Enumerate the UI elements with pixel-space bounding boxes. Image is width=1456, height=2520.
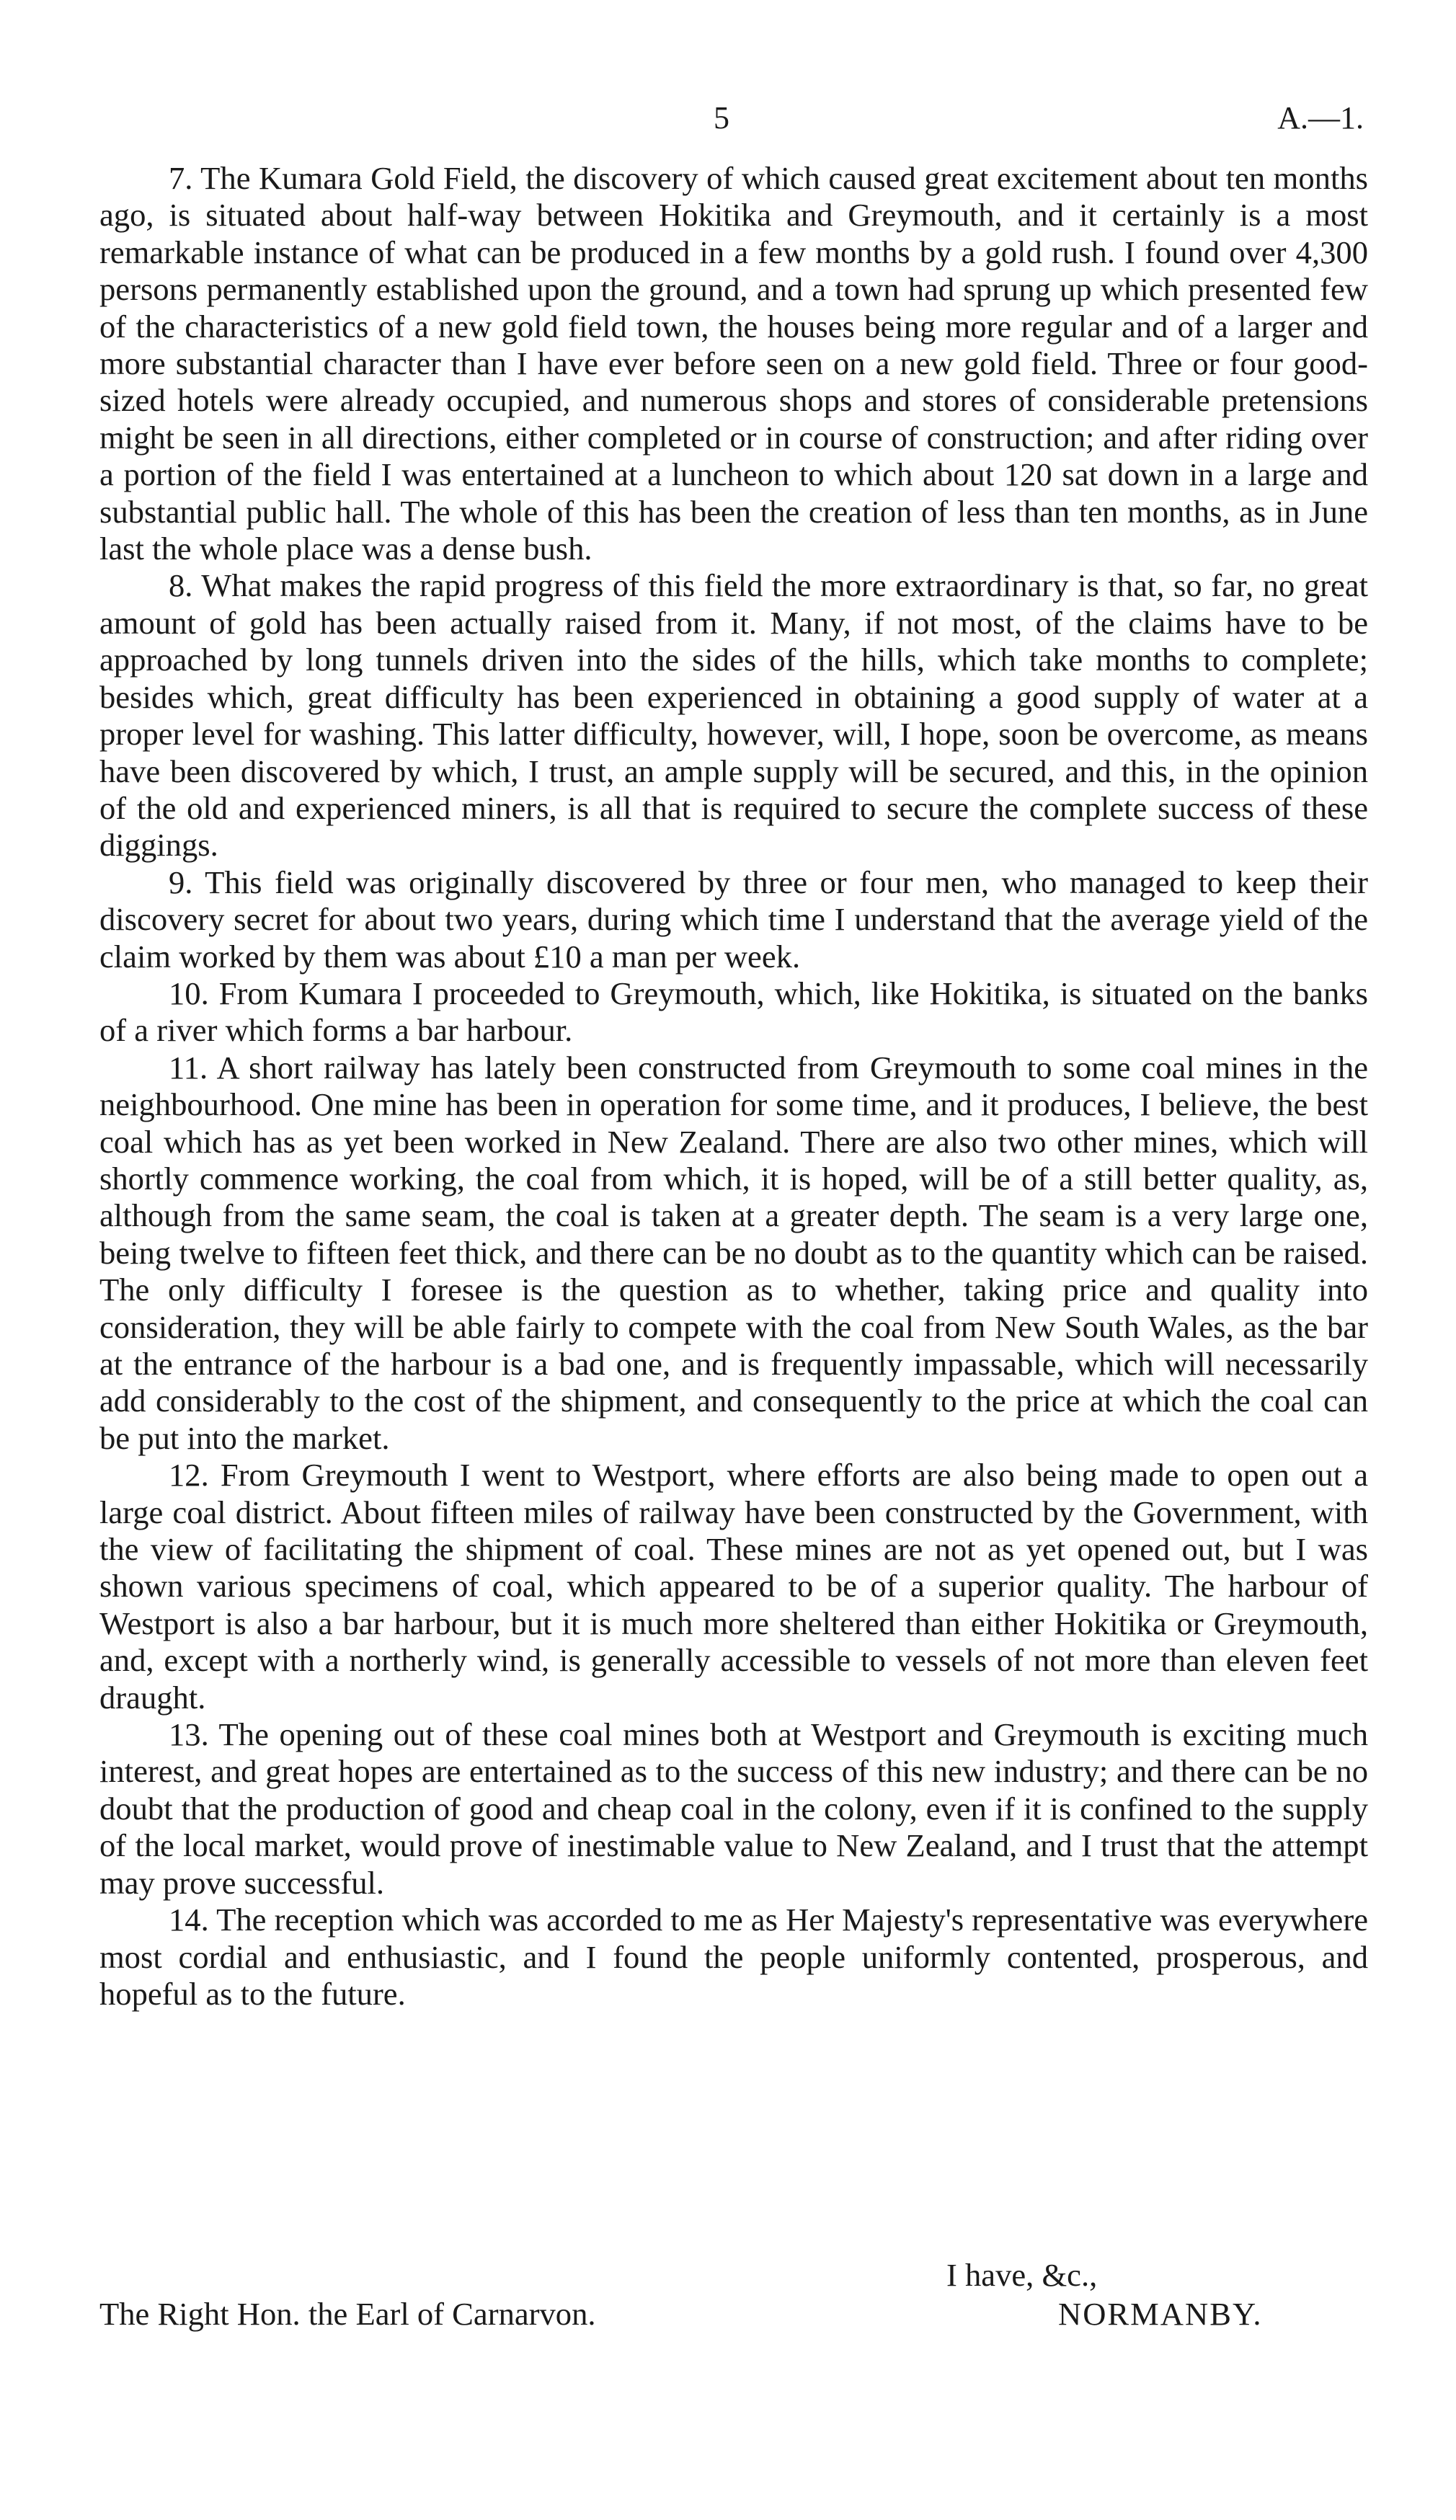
valediction: I have, &c.,	[946, 2257, 1098, 2293]
paragraph-12: 12. From Greymouth I went to Westport, where efforts are also being made to open out a large coal district. About fifteen miles of railway have been constructed by the Government, with the view of facilitating the shipment of coal. These mines are not as yet opened out, but I was shown various specimens of coal, which appeared to be of a superior quality. The harbour of Westport is also a bar harbour, but it is much more sheltered than either Hokitika or Greymouth, and, except with a northerly wind, is generally accessible to vessels of not more than eleven feet draught.	[99, 1457, 1368, 1716]
paragraph-13: 13. The opening out of these coal mines both at Westport and Greymouth is exciting much interest, and great hopes are entertained as to the success of this new industry; and there can be no doubt that the production of good and cheap coal in the colony, even if it is confined to the supply of the local market, would prove of inestimable value to New Zealand, and I trust that the attempt may prove successful.	[99, 1716, 1368, 1901]
page-number: 5	[714, 100, 729, 136]
letter-closing	[99, 2256, 1368, 2343]
document-reference: A.—1.	[1277, 100, 1364, 136]
paragraph-10: 10. From Kumara I proceeded to Greymouth, which, like Hokitika, is situated on the banks of a river which forms a bar harbour.	[99, 975, 1368, 1049]
paragraph-7: 7. The Kumara Gold Field, the discovery of which caused great excitement about ten months ago, is situated about half-way between Hokitika and Greymouth, and it certainly is a most remarkable instance of what can be produced in a few months by a gold rush. I found over 4,300 persons permanently established upon the ground, and a town had sprung up which presented few of the characteristics of a new gold field town, the houses being more regular and of a larger and more substantial character than I have ever before seen on a new gold field. Three or four good-sized hotels were already occupied, and numerous shops and stores of considerable pretensions might be seen in all directions, either completed or in course of construction; and after riding over a portion of the field I was entertained at a luncheon to which about 120 sat down in a large and substantial public hall. The whole of this has been the creation of less than ten months, as in June last the whole place was a dense bush.	[99, 160, 1368, 567]
paragraph-14: 14. The reception which was accorded to me as Her Majesty's representative was everywhere most cordial and enthusiastic, and I found the people uniformly contented, prosperous, and hopeful as to the future.	[99, 1902, 1368, 2012]
paragraph-8: 8. What makes the rapid progress of this field the more extraordinary is that, so far, no great amount of gold has been actually raised from it. Many, if not most, of the claims have to be approached by long tunnels driven into the sides of the hills, which take months to complete; besides which, great difficulty has been experienced in obtaining a good supply of water at a proper level for washing. This latter difficulty, however, will, I hope, soon be overcome, as means have been discovered by which, I trust, an ample supply will be secured, and this, in the opinion of the old and experienced miners, is all that is required to secure the complete success of these diggings.	[99, 567, 1368, 864]
paragraph-9: 9. This field was originally discovered by three or four men, who managed to keep their discovery secret for about two years, during which time I understand that the average yield of the claim worked by them was about £10 a man per week.	[99, 864, 1368, 975]
paragraph-11: 11. A short railway has lately been constructed from Greymouth to some coal mines in the neighbourhood. One mine has been in operation for some time, and it produces, I believe, the best coal which has as yet been worked in New Zealand. There are also two other mines, which will shortly commence working, the coal from which, it is hoped, will be of a still better quality, as, although from the same seam, the coal is taken at a greater depth. The seam is a very large one, being twelve to fifteen feet thick, and there can be no doubt as to the quantity which can be raised. The only difficulty I foresee is the question as to whether, taking price and quality into consideration, they will be able fairly to compete with the coal from New South Wales, as the bar at the entrance of the harbour is a bad one, and is frequently impassable, which will necessarily add considerably to the cost of the shipment, and consequently to the price at which the coal can be put into the market.	[99, 1049, 1368, 1456]
letter-body	[99, 160, 1368, 2013]
signature: NORMANBY.	[1058, 2296, 1263, 2332]
addressee: The Right Hon. the Earl of Carnarvon.	[99, 2296, 596, 2332]
